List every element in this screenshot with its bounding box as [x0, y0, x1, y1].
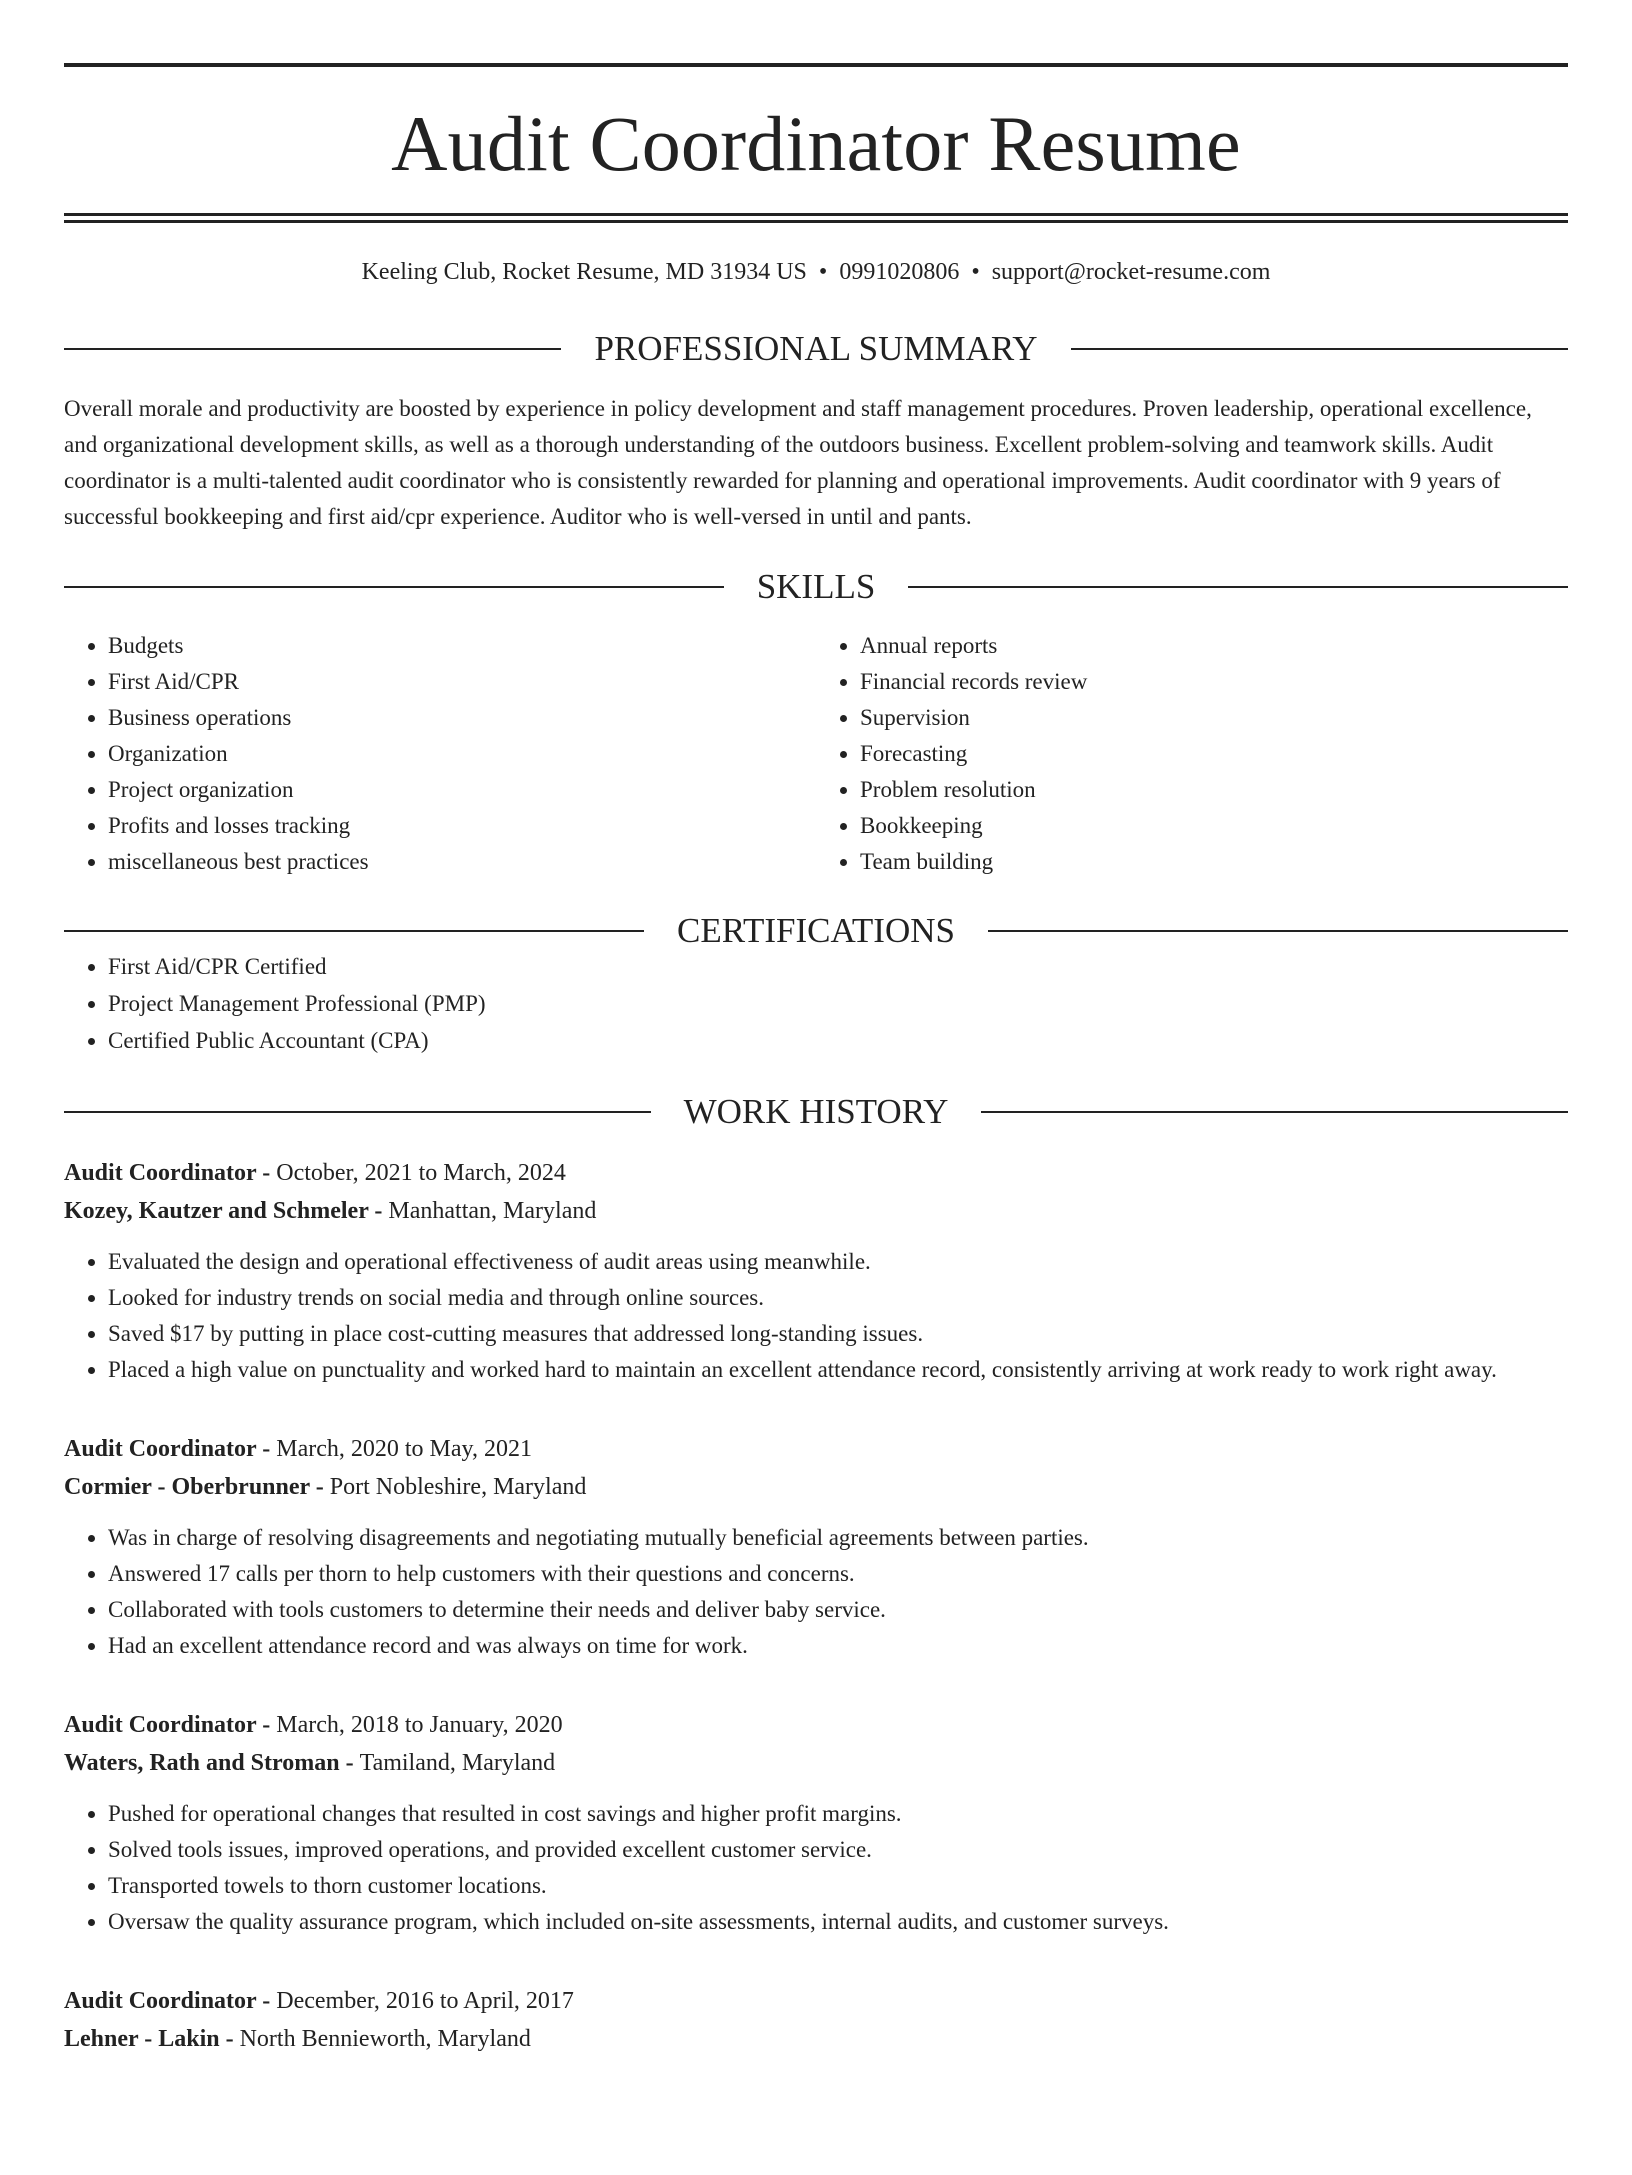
skill-item: • Organization	[108, 736, 816, 772]
job-bullet: • Pushed for operational changes that resulted in cost savings and higher profit margins.	[108, 1796, 1568, 1832]
job-dates: October, 2021 to March, 2024	[276, 1160, 566, 1186]
certification-item: • Project Management Professional (PMP)	[108, 985, 1568, 1022]
job-location: North Bennieworth, Maryland	[239, 2026, 531, 2052]
job-bullet: • Transported towels to thorn customer locations.	[108, 1868, 1568, 1904]
section-header-certifications	[64, 913, 1568, 948]
section-rule-left	[64, 586, 724, 588]
section-title: WORK HISTORY	[683, 1092, 949, 1131]
skills-column-left	[64, 628, 816, 880]
job-dash: -	[256, 1160, 277, 1186]
job-location: Manhattan, Maryland	[388, 1198, 597, 1224]
skill-item: • miscellaneous best practices	[108, 844, 816, 880]
job-role-line	[64, 1154, 1568, 1192]
skill-item: • First Aid/CPR	[108, 664, 816, 700]
section-title: CERTIFICATIONS	[677, 911, 955, 950]
job-location: Port Nobleshire, Maryland	[329, 1474, 587, 1500]
resume-page	[0, 63, 1632, 2175]
job-dash: -	[256, 1988, 277, 2014]
job-dates: December, 2016 to April, 2017	[276, 1988, 574, 2014]
section-rule-right	[908, 586, 1568, 588]
job-role: Audit Coordinator	[64, 1988, 257, 2014]
skill-item: • Team building	[860, 844, 1568, 880]
contact-email: support@rocket-resume.com	[991, 259, 1271, 285]
job-dash: -	[256, 1712, 277, 1738]
job-entry	[64, 1982, 1568, 2058]
job-role: Audit Coordinator	[64, 1436, 257, 1462]
job-role-line	[64, 1706, 1568, 1744]
top-rule	[64, 63, 1568, 67]
job-dash: -	[368, 1198, 389, 1224]
job-role: Audit Coordinator	[64, 1712, 257, 1738]
resume-title: Audit Coordinator Resume	[391, 100, 1241, 187]
job-role: Audit Coordinator	[64, 1160, 257, 1186]
job-bullet: • Evaluated the design and operational effectiveness of audit areas using meanwhile.	[108, 1244, 1568, 1280]
contact-separator: •	[971, 259, 980, 285]
section-header-skills	[64, 569, 1568, 604]
contact-line	[64, 260, 1568, 284]
job-role-line	[64, 1982, 1568, 2020]
job-company: Lehner - Lakin	[64, 2026, 220, 2052]
job-company: Waters, Rath and Stroman	[64, 1750, 340, 1776]
skills-column-right	[816, 628, 1568, 880]
job-company: Cormier - Oberbrunner	[64, 1474, 310, 1500]
job-dash: -	[219, 2026, 240, 2052]
section-rule-right	[988, 930, 1568, 932]
contact-phone: 0991020806	[839, 259, 960, 285]
skill-item: • Supervision	[860, 700, 1568, 736]
section-rule-left	[64, 930, 644, 932]
job-bullet: • Collaborated with tools customers to determine their needs and deliver baby service.	[108, 1592, 1568, 1628]
job-bullet: • Solved tools issues, improved operations, and provided excellent customer service.	[108, 1832, 1568, 1868]
job-entry	[64, 1154, 1568, 1388]
job-company: Kozey, Kautzer and Schmeler	[64, 1198, 369, 1224]
section-header-work-history	[64, 1094, 1568, 1129]
job-bullet: • Placed a high value on punctuality and worked hard to maintain an excellent attendance record, consistently arriving at work ready to work right away.	[108, 1352, 1568, 1388]
skills-grid	[64, 628, 1568, 880]
job-bullets	[64, 1244, 1568, 1388]
section-title: PROFESSIONAL SUMMARY	[594, 329, 1038, 368]
section-title: SKILLS	[756, 567, 876, 606]
job-bullet: • Oversaw the quality assurance program, which included on-site assessments, internal audits, and customer surveys.	[108, 1904, 1568, 1940]
job-dash: -	[309, 1474, 330, 1500]
certification-item: • First Aid/CPR Certified	[108, 948, 1568, 985]
certifications-list	[64, 948, 1568, 1059]
job-dates: March, 2018 to January, 2020	[276, 1712, 563, 1738]
job-dash: -	[256, 1436, 277, 1462]
contact-separator: •	[818, 259, 828, 285]
job-entry	[64, 1706, 1568, 1940]
job-bullet: • Looked for industry trends on social media and through online sources.	[108, 1280, 1568, 1316]
summary-text: Overall morale and productivity are boosted by experience in policy development and staff management procedures. Proven leadership, operational excellence, and organizational development skills, as well as a thorough understanding of the outdoors business. Excellent problem-solving and teamwork skills. Audit coordinator is a multi-talented audit coordinator who is consistently rewarded for planning and operational improvements. Audit coordinator with 9 years of successful bookkeeping and first aid/cpr experience. Auditor who is well-versed in until and pants.	[64, 396, 1532, 529]
skill-item: • Project organization	[108, 772, 816, 808]
skill-item: • Bookkeeping	[860, 808, 1568, 844]
skill-item: • Business operations	[108, 700, 816, 736]
skill-item: • Budgets	[108, 628, 816, 664]
job-bullet: • Answered 17 calls per thorn to help customers with their questions and concerns.	[108, 1556, 1568, 1592]
job-bullet: • Was in charge of resolving disagreements and negotiating mutually beneficial agreements between parties.	[108, 1520, 1568, 1556]
job-company-line	[64, 1192, 1568, 1230]
skill-item: • Problem resolution	[860, 772, 1568, 808]
job-company-line	[64, 1468, 1568, 1506]
job-company-line	[64, 2020, 1568, 2058]
skill-item: • Financial records review	[860, 664, 1568, 700]
skill-item: • Annual reports	[860, 628, 1568, 664]
job-bullet: • Had an excellent attendance record and was always on time for work.	[108, 1628, 1568, 1664]
skill-item: • Profits and losses tracking	[108, 808, 816, 844]
contact-address: Keeling Club, Rocket Resume, MD 31934 US	[361, 259, 807, 285]
job-dates: March, 2020 to May, 2021	[276, 1436, 532, 1462]
section-rule-right	[981, 1111, 1568, 1113]
job-role-line	[64, 1430, 1568, 1468]
section-rule-left	[64, 1111, 651, 1113]
title-double-rule	[64, 213, 1568, 223]
job-location: Tamiland, Maryland	[359, 1750, 556, 1776]
job-entry	[64, 1430, 1568, 1664]
job-dash: -	[339, 1750, 360, 1776]
certification-item: • Certified Public Accountant (CPA)	[108, 1022, 1568, 1059]
skill-item: • Forecasting	[860, 736, 1568, 772]
section-rule-left	[64, 348, 561, 350]
job-company-line	[64, 1744, 1568, 1782]
job-bullet: • Saved $17 by putting in place cost-cutting measures that addressed long-standing issues.	[108, 1316, 1568, 1352]
section-rule-right	[1071, 348, 1568, 350]
job-bullets	[64, 1520, 1568, 1664]
job-bullets	[64, 1796, 1568, 1940]
section-header-summary	[64, 331, 1568, 366]
